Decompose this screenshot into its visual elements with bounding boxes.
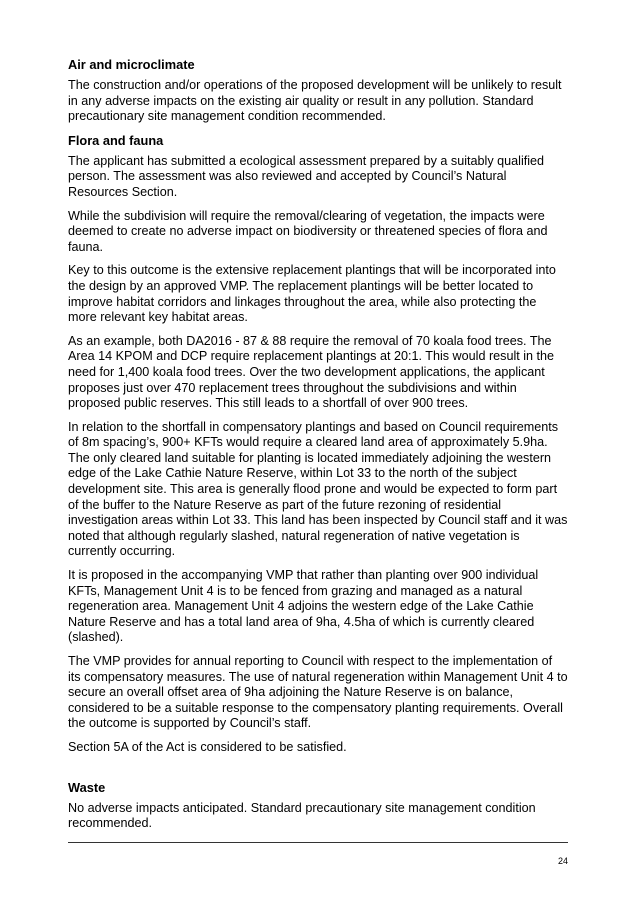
paragraph-air-1: The construction and/or operations of the proposed development will be unlikely to result in any adverse impacts on the existing air quality or result in any pollution. Standard precautionary site management condition recommended. <box>68 78 562 124</box>
paragraph-flora-8: Section 5A of the Act is considered to be satisfied. <box>68 739 347 754</box>
paragraph-flora-2: While the subdivision will require the removal/clearing of vegetation, the impacts were deemed to create no adverse impact on biodiversity or threatened species of flora and fauna. <box>68 208 548 254</box>
section-spacer <box>68 764 568 780</box>
paragraph-flora-6: It is proposed in the accompanying VMP that rather than planting over 900 individual KFTs, Management Unit 4 is to be fenced from grazing and managed as a natural regeneration area. Management Unit 4 adjoins the western edge of the Lake Cathie Nature Reserve and has a total land area of 9ha, 4.5ha of which is currently cleared (slashed). <box>68 568 539 645</box>
heading-flora-and-fauna: Flora and fauna <box>68 132 164 148</box>
paragraph-flora-4: As an example, both DA2016 - 87 & 88 require the removal of 70 koala food trees. The Area 14 KPOM and DCP require replacement plantings at 20:1. This would result in the need for 1,400 koala food trees. Over the two development applications, the applicant proposes just over 470 replacement trees throughout the subdivisions and within proposed public reserves. This still leads to a shortfall of over 900 trees. <box>68 333 555 411</box>
heading-air-and-microclimate: Air and microclimate <box>68 57 195 72</box>
heading-waste: Waste <box>68 779 106 795</box>
page-number: 24 <box>557 856 568 866</box>
paragraph-waste-1: No adverse impacts anticipated. Standard precautionary site management condition recommended. <box>68 800 536 831</box>
paragraph-flora-3: Key to this outcome is the extensive replacement plantings that will be incorporated into the design by an approved VMP. The replacement plantings will be better located to improve habitat corridors and linkages throughout the area, while also protecting the more relevant key habitat areas. <box>68 263 556 325</box>
paragraph-flora-5: In relation to the shortfall in compensatory plantings and based on Council requirements of 8m spacing’s, 900+ KFTs would require a cleared land area of approximately 5.9ha. The only cleared land suitable for planting is located immediately adjoining the western edge of the Lake Cathie Nature Reserve, within Lot 33 to the north of the subject development site. This area is generally flood prone and would be expected to form part of the buffer to the Nature Reserve as part of the future rezoning of residential investigation areas within Lot 33. This land has been inspected by Council staff and it was noted that although regularly slashed, natural regeneration of native vegetation is currently occurring. <box>68 419 568 559</box>
footer-divider <box>68 842 568 843</box>
paragraph-flora-7: The VMP provides for annual reporting to Council with respect to the implementation of its compensatory measures. The use of natural regeneration within Management Unit 4 to secure an overall offset area of 9ha adjoining the Nature Reserve is on balance, considered to be a suitable response to the compensatory planting requirements. Overall the outcome is supported by Council’s staff. <box>68 654 568 731</box>
document-body <box>68 57 568 840</box>
paragraph-flora-1: The applicant has submitted a ecological assessment prepared by a suitably qualified person. The assessment was also reviewed and accepted by Council’s Natural Resources Section. <box>68 153 545 199</box>
